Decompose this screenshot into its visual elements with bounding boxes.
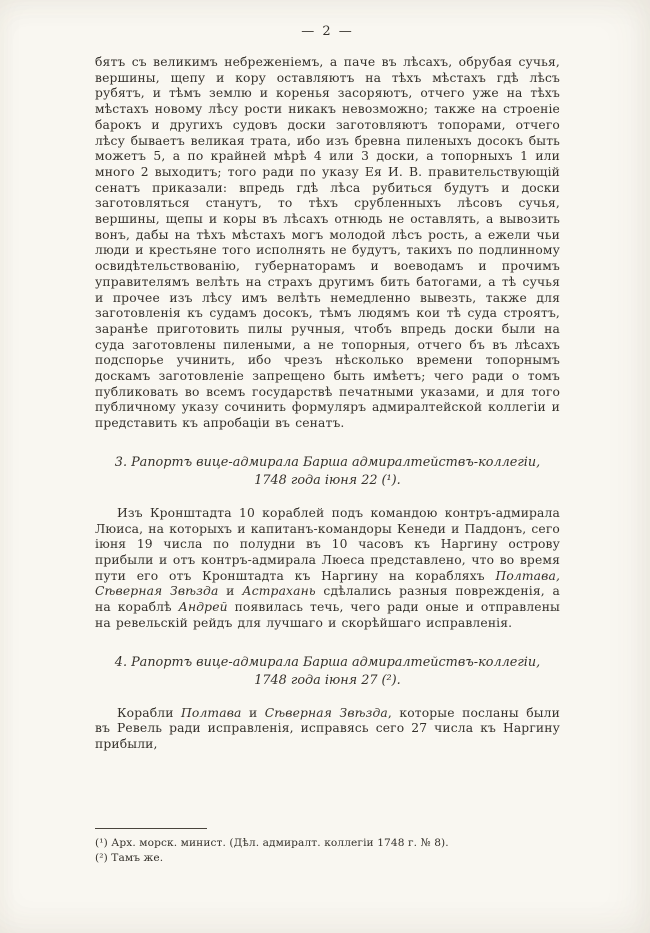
text-run: и	[241, 705, 265, 720]
section-3-heading	[95, 454, 560, 490]
text-run: Корабли	[117, 705, 182, 720]
text-run: появилась течь, чего ради оные и отправлены на ревельскій рейдъ для лучшаго и скорѣйшаго исправленія.	[95, 600, 560, 630]
footnote-1: (¹) Арх. морск. минист. (Дѣл. адмиралт. коллегіи 1748 г. № 8).	[95, 837, 449, 849]
section-3-heading-line2: 1748 года іюня 22 (¹).	[254, 472, 401, 488]
ship-name: Андрей	[178, 600, 228, 615]
text-run: и	[218, 584, 243, 599]
text-run: , которые посланы были въ Ревель ради исправленія, исправясь сего 27 числа къ Наргину прибыли,	[95, 705, 560, 751]
page-number: — 2 —	[301, 24, 354, 39]
ship-name: Полтава	[181, 705, 242, 720]
ship-name: Сѣверная Звѣзда	[264, 705, 388, 720]
continuation-paragraph: бятъ съ великимъ небреженіемъ, а паче въ лѣсахъ, обрубая сучья, вершины, щепу и кору оставляютъ на тѣхъ мѣстахъ гдѣ лѣсъ рубятъ, и тѣмъ землю и коренья засоряютъ, отчего уже на тѣхъ мѣстахъ новому лѣсу рости никакъ невозможно; также на строеніе барокъ и другихъ судовъ доски заготовляютъ топорами, отчего лѣсу бываетъ великая трата, ибо изъ бревна пиленыхъ досокъ быть можетъ 5, а по крайней мѣрѣ 4 или 3 доски, а топорныхъ 1 или много 2 выходитъ; того ради по указу Ея И. В. правительствующій сенатъ приказали: впредь гдѣ лѣса рубиться будутъ и доски заготовляться станутъ, то тѣхъ срубленныхъ лѣсовъ сучья, вершины, щепы и коры въ лѣсахъ отнюдь не оставлять, а вывозить вонъ, дабы на тѣхъ мѣстахъ могъ молодой лѣсъ рость, а ежели чьи люди и крестьяне того исполнять не будутъ, такихъ по подлинному освидѣтельствованію, губернаторамъ и воеводамъ и прочимъ управителямъ велѣть на страхъ другимъ бить батогами, а тѣ сучья и прочее изъ лѣсу имъ велѣть немедленно вывезть, также для заготовленія къ судамъ досокъ, тѣмъ людямъ кои тѣ суда строятъ, заранѣе приготовить пилы ручныя, чтобъ впредь доски были на суда заготовлены пилеными, а не топорныя, отчего бъ въ лѣсахъ подспорье учинить, ибо чрезъ нѣсколько времени топорнымъ доскамъ заготовленіе запрещено быть имѣетъ; чего ради о томъ публиковать во всемъ государствѣ печатными указами, и для того публичному указу сочинить формуляръ адмиралтейской коллегіи и представить къ апробаціи въ сенатъ.	[95, 55, 560, 431]
footnote-block	[95, 828, 560, 865]
section-4-heading-line2: 1748 года іюня 27 (²).	[254, 672, 401, 688]
section-4-heading	[95, 654, 560, 690]
ship-name: Астрахань	[242, 584, 316, 599]
section-4-paragraph	[95, 706, 560, 753]
footnote-separator	[95, 828, 207, 829]
text-run: сдѣлались разныя поврежденія, а на кораблѣ	[95, 584, 560, 615]
section-3-paragraph	[95, 506, 560, 632]
text-run: Изъ Кронштадта 10 кораблей подъ командою контръ-адмирала Люиса, на которыхъ и капитанъ-командоры Кенеди и Паддонъ, сего іюня 19 числа по полудни въ 10 часовъ къ Наргину острову прибыли и отъ контръ-адмирала Люеса представлено, что во время пути его отъ Кронштадта къ Наргину на корабляхъ	[95, 505, 560, 583]
section-4-heading-line1: 4. Рапортъ вице-адмирала Барша адмиралтействъ-коллегіи,	[114, 654, 541, 670]
ship-name: Полтава, Сѣверная Звѣзда	[95, 568, 560, 599]
footnote-2: (²) Тамъ же.	[95, 851, 164, 864]
section-3-heading-line1: 3. Рапортъ вице-адмирала Барша адмиралтействъ-коллегіи,	[114, 454, 541, 470]
